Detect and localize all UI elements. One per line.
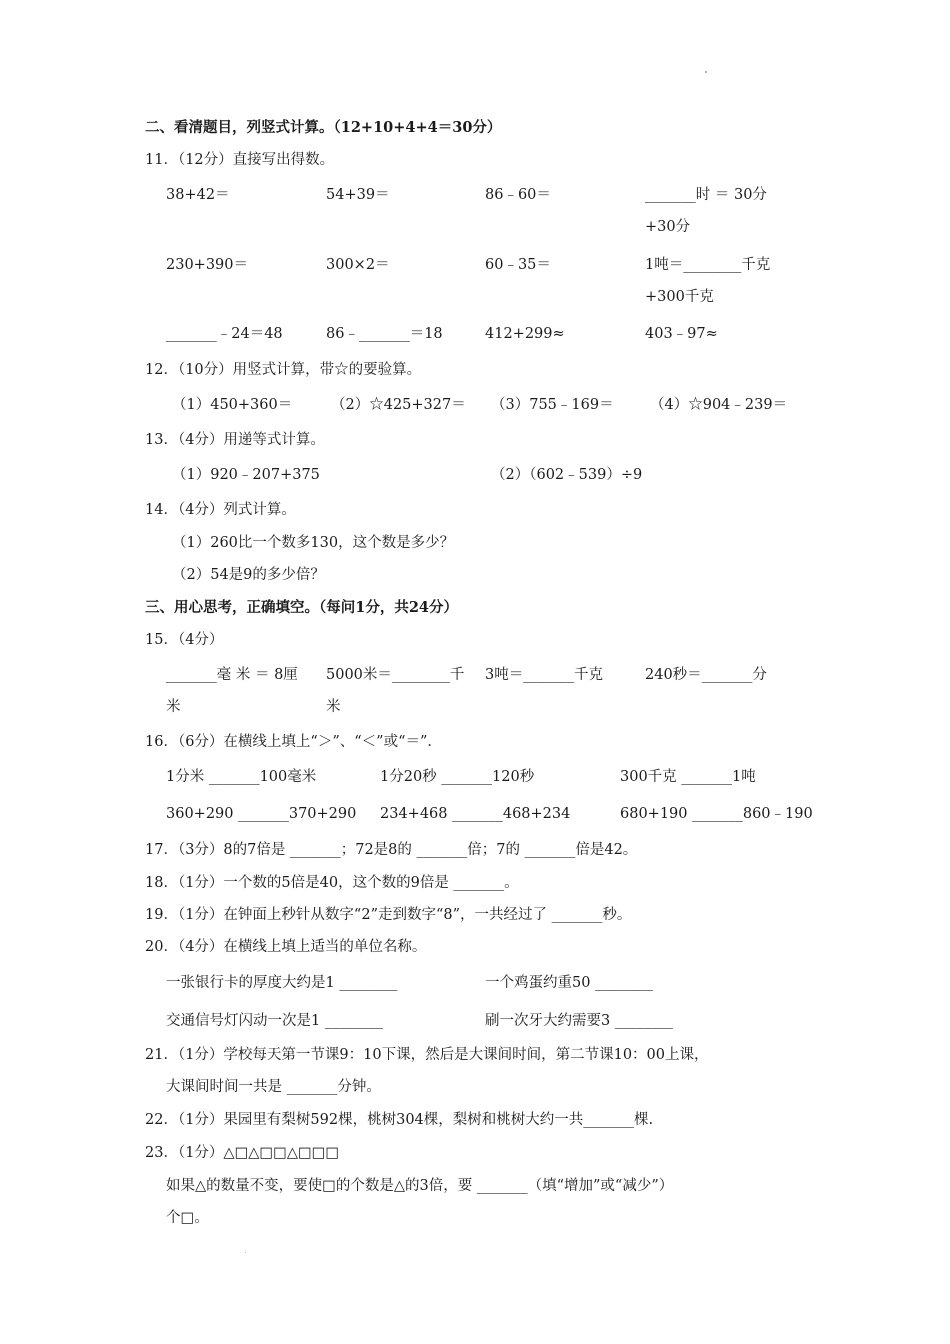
q21-line-1: 21．（1分）学校每天第一节课9：10下课，然后是大课间时间，第二节课10：00上课， bbox=[145, 1047, 709, 1063]
q14-heading: 14．（4分）列式计算。 bbox=[145, 502, 296, 518]
q16-heading: 16．（6分）在横线上填上“＞”、“＜”或“＝”． bbox=[145, 734, 442, 750]
q11-r1-c3: 86﹣60＝ bbox=[485, 187, 551, 203]
q15-heading: 15．（4分） bbox=[145, 632, 224, 648]
q22: 22．（1分）果园里有梨树592棵，桃树304棵，梨树和桃树大约一共_______棵. bbox=[145, 1112, 654, 1128]
q13-heading: 13．（4分）用递等式计算。 bbox=[145, 432, 325, 448]
section-2-title: 二、看清题目，列竖式计算。（12+10+4+4＝30分） bbox=[145, 119, 502, 136]
q15-item-2-wrap: 米 bbox=[326, 699, 341, 715]
q15-item-1: _______毫 米 ＝ 8厘 bbox=[166, 667, 298, 683]
section-3-title: 三、用心思考，正确填空。（每问1分，共24分） bbox=[145, 599, 459, 616]
q19: 19．（1分）在钟面上秒针从数字“2”走到数字“8”，一共经过了 _______秒。 bbox=[145, 907, 632, 923]
q16-r1-c2: 1分20秒 _______120秒 bbox=[380, 769, 535, 785]
q23-line-1: 如果△的数量不变，要使□的个数是△的3倍，要 _______（填“增加”或“减少”） bbox=[166, 1178, 674, 1194]
q16-r2-c1: 360+290 _______370+290 bbox=[166, 806, 357, 822]
scan-dot bbox=[245, 1252, 246, 1253]
q20-heading: 20．（4分）在横线上填上适当的单位名称。 bbox=[145, 939, 427, 955]
q15-item-1-wrap: 米 bbox=[166, 699, 181, 715]
q16-r1-c1: 1分米 _______100毫米 bbox=[166, 769, 317, 785]
q11-r2-c1: 230+390＝ bbox=[166, 257, 249, 273]
q15-item-2: 5000米＝________千 bbox=[326, 667, 465, 683]
q14-item-2: （2）54是9的多少倍？ bbox=[172, 567, 325, 583]
q11-r3-c2: 86﹣_______＝18 bbox=[326, 326, 443, 342]
q11-r2-c3: 60﹣35＝ bbox=[485, 257, 551, 273]
q15-item-3: 3吨＝_______千克 bbox=[485, 667, 603, 683]
q14-item-1: （1）260比一个数多130，这个数是多少？ bbox=[172, 535, 455, 551]
q23-heading: 23．（1分）△□△□□△□□□ bbox=[145, 1145, 340, 1161]
q11-r3-c4: 403﹣97≈ bbox=[645, 326, 718, 342]
q16-r2-c3: 680+190 _______860﹣190 bbox=[620, 806, 813, 822]
q16-r2-c2: 234+468 _______468+234 bbox=[380, 806, 571, 822]
q11-r1-c4-cont: +30分 bbox=[645, 219, 691, 235]
q11-r3-c1: _______﹣24＝48 bbox=[166, 326, 283, 342]
q20-item-1: 一张银行卡的厚度大约是1 ________ bbox=[166, 975, 398, 991]
q16-r1-c3: 300千克 _______1吨 bbox=[620, 769, 756, 785]
q20-item-2: 一个鸡蛋约重50 ________ bbox=[485, 975, 654, 991]
q11-r2-c4-cont: +300千克 bbox=[645, 289, 714, 305]
q11-r2-c4: 1吨＝________千克 bbox=[645, 257, 771, 273]
q13-item-2: （2）（602﹣539）÷9 bbox=[491, 467, 643, 483]
q11-r1-c4: _______时 ＝ 30分 bbox=[645, 187, 767, 203]
q11-r1-c1: 38+42＝ bbox=[166, 187, 230, 203]
q12-heading: 12．（10分）用竖式计算，带☆的要验算。 bbox=[145, 362, 422, 378]
q15-item-4: 240秒＝_______分 bbox=[645, 667, 767, 683]
q20-item-4: 刷一次牙大约需要3 ________ bbox=[485, 1013, 673, 1029]
q23-line-2: 个□。 bbox=[166, 1210, 209, 1226]
q12-item-1: （1）450+360＝ bbox=[172, 397, 293, 413]
q11-heading: 11．（12分）直接写出得数。 bbox=[145, 152, 335, 168]
q21-line-2: 大课间时间一共是 _______分钟。 bbox=[166, 1079, 381, 1095]
q18: 18．（1分）一个数的5倍是40，这个数的9倍是 _______。 bbox=[145, 875, 519, 891]
q20-item-3: 交通信号灯闪动一次是1 ________ bbox=[166, 1013, 383, 1029]
q12-item-2: （2）☆425+327＝ bbox=[331, 397, 466, 413]
q12-item-3: （3）755﹣169＝ bbox=[491, 397, 614, 413]
q11-r1-c2: 54+39＝ bbox=[326, 187, 390, 203]
q13-item-1: （1）920﹣207+375 bbox=[172, 467, 320, 483]
q11-r3-c3: 412+299≈ bbox=[485, 326, 565, 342]
scan-dot bbox=[705, 71, 707, 73]
q12-item-4: （4）☆904﹣239＝ bbox=[650, 397, 788, 413]
q17: 17．（3分）8的7倍是 _______；72是8的 _______倍；7的 _______倍是42。 bbox=[145, 842, 638, 858]
q11-r2-c2: 300×2＝ bbox=[326, 257, 390, 273]
